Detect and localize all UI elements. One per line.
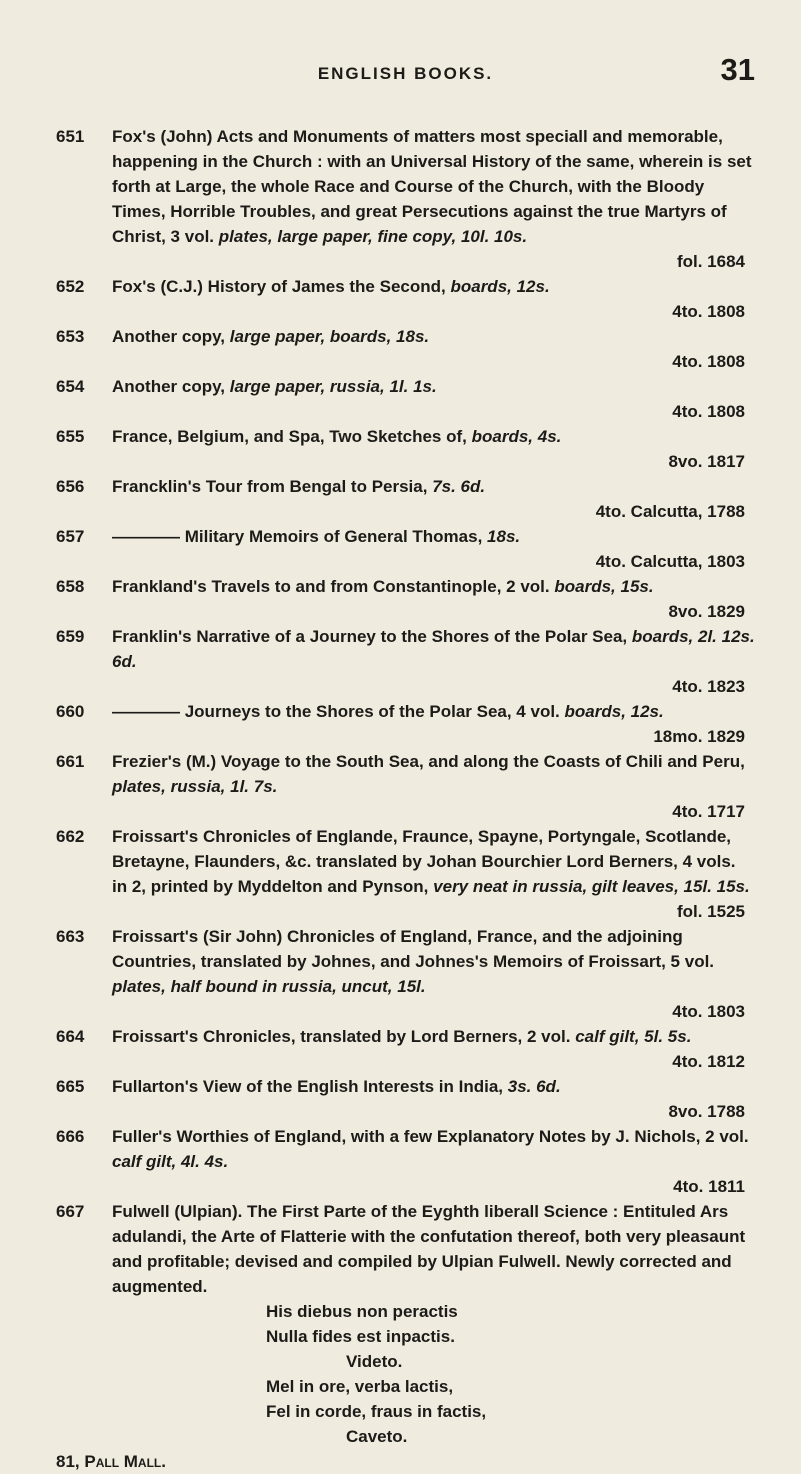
entry-number: 664 (56, 1027, 85, 1046)
catalogue-list (56, 124, 755, 1299)
entry-imprint: 4to. 1717 (672, 802, 745, 821)
entry-title: Fullarton's View of the English Interests in India, (112, 1077, 504, 1096)
page-header (56, 52, 755, 94)
entry-number: 658 (56, 577, 85, 596)
entry-title: Froissart's (Sir John) Chronicles of England, France, and the adjoining Countries, translated by Johnes, and Johnes's Memoirs of Froissart, 5 vol. (112, 927, 715, 971)
entry-imprint: 4to. 1811 (673, 1177, 745, 1196)
catalogue-entry (56, 524, 755, 574)
entry-number: 659 (56, 627, 85, 646)
entry-title: Fox's (John) Acts and Monuments of matters most speciall and memorable, happening in the Church : with an Universal History of the same, wherein is set forth at Large, the whole Race and Course of the Church, with the Bloody Times, Horrible Troubles, and great Persecutions against the true Martyrs of Christ, 3 vol. (112, 127, 752, 246)
entry-description: boards, 4s. (471, 427, 562, 446)
entry-number: 661 (56, 752, 85, 771)
entry-imprint: 8vo. 1817 (668, 452, 745, 471)
catalogue-entry (56, 824, 755, 924)
catalogue-entry (56, 124, 755, 274)
verse-line: His diebus non peractis (266, 1302, 458, 1321)
catalogue-entry (56, 424, 755, 474)
catalogue-entry (56, 749, 755, 824)
entry-number: 665 (56, 1077, 85, 1096)
entry-description: 7s. 6d. (432, 477, 486, 496)
entry-title: Fulwell (Ulpian). The First Parte of the Eyghth liberall Science : Entituled Ars adulandi, the Arte of Flatterie with the confutation thereof, both very pleasaunt and profitable; devised and compiled by Ulpian Fulwell. Newly corrected and augmented. (112, 1202, 746, 1296)
entry-description: very neat in russia, gilt leaves, 15l. 15s. (433, 877, 750, 896)
entry-description: 18s. (487, 527, 521, 546)
entry-title: ———— Military Memoirs of General Thomas, (112, 527, 483, 546)
catalogue-entry (56, 324, 755, 374)
verse-line: Videto. (346, 1352, 403, 1371)
entry-number: 657 (56, 527, 85, 546)
verse-line: Mel in ore, verba lactis, (266, 1377, 454, 1396)
page-number: 31 (720, 52, 755, 87)
entry-number: 660 (56, 702, 85, 721)
entry-title: Froissart's Chronicles, translated by Lord Berners, 2 vol. (112, 1027, 571, 1046)
entry-description: calf gilt, 5l. 5s. (575, 1027, 692, 1046)
entry-imprint: 4to. 1808 (672, 302, 745, 321)
entry-title: Fuller's Worthies of England, with a few Explanatory Notes by J. Nichols, 2 vol. (112, 1127, 749, 1146)
catalogue-entry (56, 1074, 755, 1124)
page-footer: 81, Pall Mall. (56, 1452, 166, 1471)
catalogue-entry (56, 624, 755, 699)
entry-description: large paper, russia, 1l. 1s. (229, 377, 437, 396)
entry-number: 652 (56, 277, 85, 296)
entry-number: 654 (56, 377, 85, 396)
entry-description: plates, russia, 1l. 7s. (112, 777, 278, 796)
catalogue-entry (56, 699, 755, 749)
entry-title: ———— Journeys to the Shores of the Polar Sea, 4 vol. (112, 702, 560, 721)
catalogue-entry (56, 574, 755, 624)
entry-title: Fox's (C.J.) History of James the Second, (112, 277, 446, 296)
entry-description: plates, large paper, fine copy, 10l. 10s. (218, 227, 528, 246)
entry-title: Frezier's (M.) Voyage to the South Sea, and along the Coasts of Chili and Peru, (112, 752, 745, 771)
catalogue-entry (56, 374, 755, 424)
verse-line: Nulla fides est inpactis. (266, 1327, 455, 1346)
entry-description: large paper, boards, 18s. (229, 327, 430, 346)
entry-number: 655 (56, 427, 85, 446)
entry-imprint: 4to. 1812 (672, 1052, 745, 1071)
entry-description: boards, 12s. (450, 277, 550, 296)
entry-number: 666 (56, 1127, 85, 1146)
entry-number: 653 (56, 327, 85, 346)
entry-title: Another copy, (112, 377, 226, 396)
entry-imprint: 18mo. 1829 (653, 727, 745, 746)
entry-imprint: fol. 1525 (676, 902, 745, 921)
entry-number: 667 (56, 1202, 85, 1221)
entry-description: boards, 2l. 12s. 6d. (112, 627, 755, 671)
entry-imprint: 8vo. 1829 (668, 602, 745, 621)
entry-description: boards, 15s. (554, 577, 654, 596)
entry-title: Froissart's Chronicles of Englande, Fraunce, Spayne, Portyngale, Scotlande, Bretayne, Flaunders, &c. translated by Johan Bourchier Lord Berners, 4 vols. in 2, printed by Myddelton and Pynson, (112, 827, 736, 896)
entry-description: plates, half bound in russia, uncut, 15l. (112, 977, 426, 996)
catalogue-entry (56, 1124, 755, 1199)
entry-number: 663 (56, 927, 85, 946)
entry-title: France, Belgium, and Spa, Two Sketches of, (112, 427, 467, 446)
entry-number: 656 (56, 477, 85, 496)
entry-title: Another copy, (112, 327, 226, 346)
entry-number: 651 (56, 127, 85, 146)
verse-block (56, 1299, 755, 1449)
entry-imprint: 4to. 1803 (672, 1002, 745, 1021)
catalogue-entry (56, 1024, 755, 1074)
entry-number: 662 (56, 827, 85, 846)
verse-line: Fel in corde, fraus in factis, (266, 1402, 487, 1421)
entry-imprint: 4to. Calcutta, 1803 (595, 552, 745, 571)
entry-title: Franklin's Narrative of a Journey to the Shores of the Polar Sea, (112, 627, 628, 646)
entry-imprint: 8vo. 1788 (668, 1102, 745, 1121)
running-head: ENGLISH BOOKS. (317, 64, 494, 83)
entry-description: 3s. 6d. (507, 1077, 561, 1096)
entry-description: calf gilt, 4l. 4s. (112, 1152, 229, 1171)
entry-imprint: fol. 1684 (676, 252, 745, 271)
entry-title: Frankland's Travels to and from Constantinople, 2 vol. (112, 577, 550, 596)
entry-imprint: 4to. 1823 (672, 677, 745, 696)
entry-description: boards, 12s. (564, 702, 664, 721)
catalogue-entry (56, 474, 755, 524)
entry-imprint: 4to. Calcutta, 1788 (595, 502, 745, 521)
entry-imprint: 4to. 1808 (672, 402, 745, 421)
entry-imprint: 4to. 1808 (672, 352, 745, 371)
entry-title: Francklin's Tour from Bengal to Persia, (112, 477, 428, 496)
catalogue-entry (56, 924, 755, 1024)
verse-line: Caveto. (346, 1427, 408, 1446)
catalogue-entry (56, 1199, 755, 1299)
catalogue-entry (56, 274, 755, 324)
